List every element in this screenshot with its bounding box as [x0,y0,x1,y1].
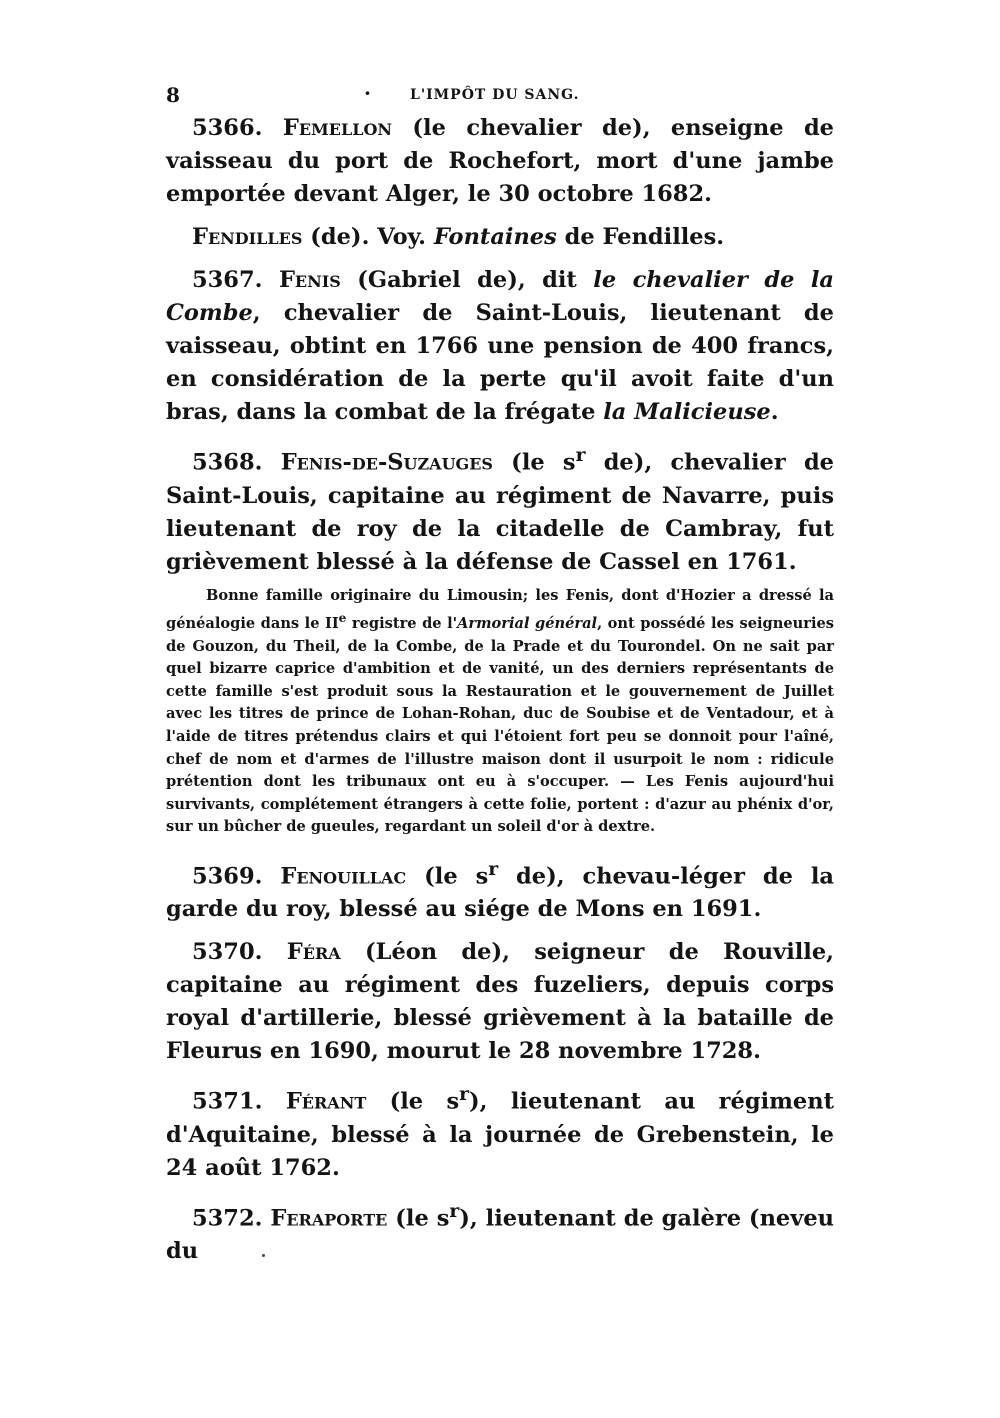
entry-number: 5366. [192,115,263,141]
entry-fendilles [166,221,834,254]
stray-ink-mark [262,1254,265,1257]
note-italic: Armorial général [457,614,598,632]
entry-text: (de). Voy. [302,224,434,250]
entry-text: ), lieutenant de galère (neveu du [166,1205,834,1265]
footnote-fenis [166,585,834,839]
entry-number: 5367. [192,267,263,293]
entry-text: (Léon de), seigneur de Rouville, capitaine au régiment des fuzeliers, depuis corps royal d'artillerie, blessé grièvement à la bataille de Fleurus en 1690, mourut le 28 novembre 1728. [166,939,834,1065]
entry-name: Feraporte [270,1205,388,1232]
note-text: , ont possédé les seigneuries de Gouzon, du Theil, de la Combe, de la Prade et du Tourondel. On ne sait par quel bizarre caprice d'ambition et de vanité, un des derniers représentants de cette famille s'est produit sous la Restauration et le gouvernement de Juillet avec les titres de prince de Lohan-Rohan, duc de Soubise et de Ventadour, et à l'aide de titres prétendus clairs et qui l'étoient fort peu se donnoit pour l'aîné, chef de nom et d'armes de l'illustre maison dont il usurpoit le nom : ridicule prétention dont les tribunaux ont eu à s'occuper. — Les Fenis aujourd'hui survivants, complétement étrangers à cette folie, portent : d'azur au phénix d'or, sur un bûcher de gueules, regardant un soleil d'or à dextre. [166,614,834,836]
entry-name: Férant [285,1088,367,1115]
entry-5370 [166,936,834,1068]
entry-text: (le s [387,1205,450,1232]
entry-superscript: r [449,1199,460,1222]
page [166,78,834,1268]
entry-text: (le s [366,1088,460,1115]
entry-text: (le chevalier de), enseigne de vaisseau du port de Rochefort, mort d'une jambe emportée devant Alger, le 30 octobre 1682. [166,115,834,207]
entry-italic: la Malicieuse [603,399,771,425]
entry-text: ), lieutenant au régiment d'Aquitaine, blessé à la journée de Grebenstein, le 24 août 1762. [166,1088,834,1181]
entry-text: . [770,399,779,425]
entry-superscript: r [575,444,586,466]
entry-number: 5370. [192,939,263,966]
entry-text: (le s [406,863,489,890]
entry-number: 5371. [192,1088,263,1115]
entry-number: 5369. [192,863,263,890]
running-head-title: L'IMPÔT DU SANG. [410,87,580,103]
entry-superscript: r [488,857,499,880]
entry-italic: Fontaines [433,224,557,250]
entry-text: de), chevalier de Saint-Louis, capitaine au régiment de Navarre, puis lieutenant de roy de la citadelle de Cambray, fut grièvement blessé à la défense de Cassel en 1761. [166,449,834,575]
entry-name: Féra [286,939,341,966]
entry-number: 5368. [192,449,263,476]
note-superscript: e [338,611,347,626]
entry-text: (Gabriel de), dit [340,267,594,293]
running-head-dot: · [364,81,371,105]
entry-text: de Fendilles. [556,224,725,250]
entry-text: , chevalier de Saint-Louis, lieutenant de vaisseau, obtint en 1766 une pension de 400 francs, en considération de la perte qu'il avoit faite d'un bras, dans la combat de la frégate [166,300,834,425]
entry-name: Fenis [278,267,341,293]
page-number: 8 [166,83,180,107]
entry-5372 [166,1195,834,1269]
entry-italic: le chevalier de la Combe [166,267,835,326]
entry-5367 [166,264,834,429]
entry-name: Femellon [282,115,393,141]
entry-superscript: r [459,1083,470,1106]
entry-number: 5372. [192,1205,263,1232]
entry-5368 [166,439,834,579]
note-text: registre de l' [346,614,458,632]
running-head [166,78,834,112]
entry-name: Fenouillac [280,863,407,890]
entry-text: (le s [492,449,576,476]
entry-5369 [166,853,834,927]
entry-text: de), chevau-léger de la garde du roy, blessé au siége de Mons en 1691. [166,863,834,923]
note-text: Bonne famille originaire du Limousin; les Fenis, dont d'Hozier a dressé la généalogie dans le II [166,586,834,632]
entry-name: Fenis-de-Suzauges [280,449,493,476]
entry-5371 [166,1078,834,1185]
entry-name: Fendilles [192,224,303,250]
entry-5366 [166,112,834,211]
